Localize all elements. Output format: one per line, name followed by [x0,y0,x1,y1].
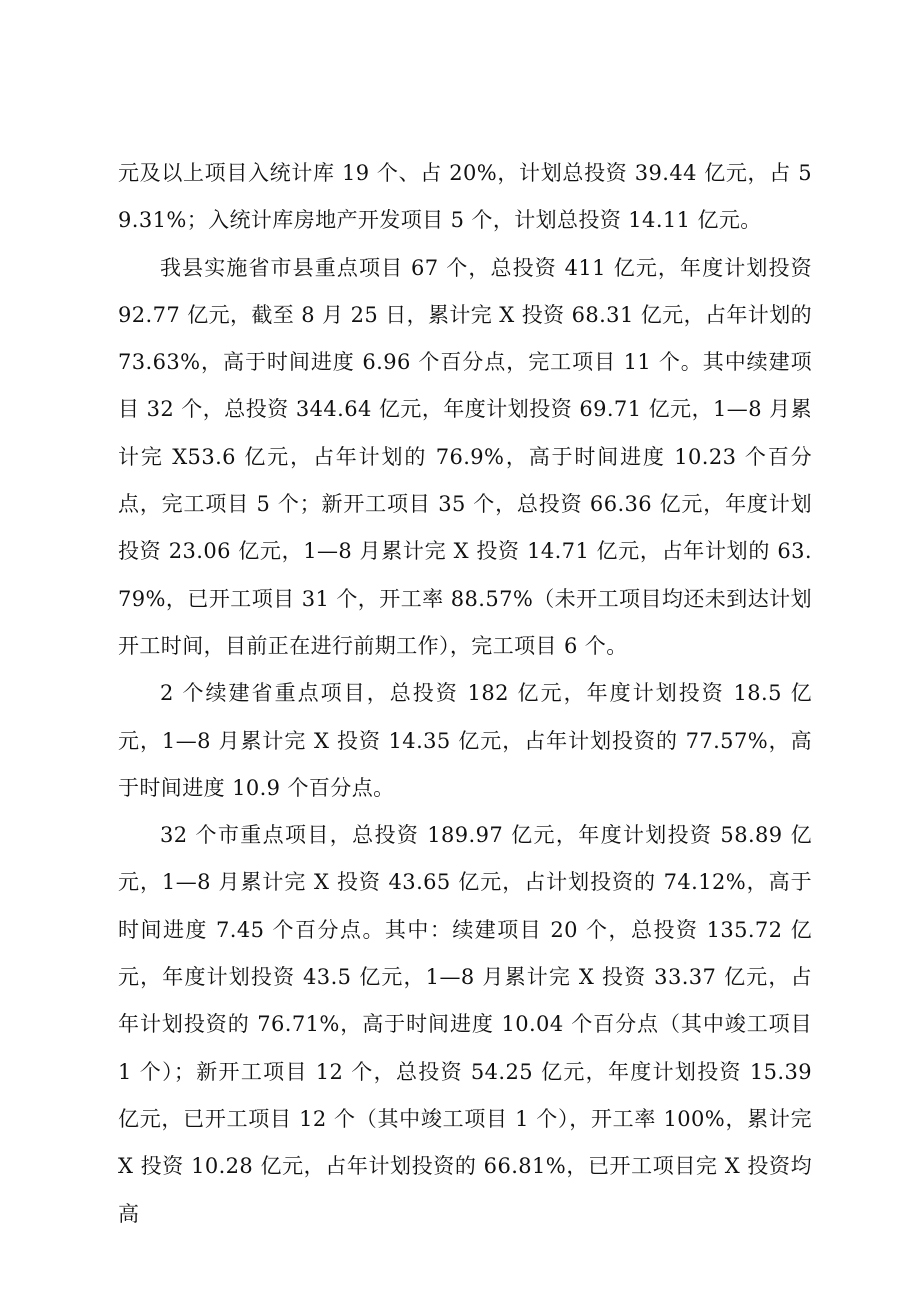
paragraph-3: 2 个续建省重点项目，总投资 182 亿元，年度计划投资 18.5 亿元，1—8 月累计完 X 投资 14.35 亿元，占年计划投资的 77.57%，高于时间进度 10.9 个百分点。 [118,681,812,800]
paragraph-1: 元及以上项目入统计库 19 个、占 20%，计划总投资 39.44 亿元，占 59.31%；入统计库房地产开发项目 5 个，计划总投资 14.11 亿元。 [118,161,812,233]
paragraph-4: 32 个市重点项目，总投资 189.97 亿元，年度计划投资 58.89 亿元，1—8 月累计完 X 投资 43.65 亿元，占计划投资的 74.12%，高于时间进度 7.45 个百分点。其中：续建项目 20 个，总投资 135.72 亿元，年度计划投资 43.5 亿元，1—8 月累计完 X 投资 33.37 亿元，占年计划投资的 76.71%，高于时间进度 10.04 个百分点（其中竣工项目 1 个）；新开工项目 12 个，总投资 54.25 亿元，年度计划投资 15.39 亿元，已开工项目 12 个（其中竣工项目 1 个），开工率 100%，累计完 X 投资 10.28 亿元，占年计划投资的 66.81%，已开工项目完 X 投资均高 [118,823,812,1226]
document-body [118,150,812,1238]
paragraph-2: 我县实施省市县重点项目 67 个，总投资 411 亿元，年度计划投资 92.77 亿元，截至 8 月 25 日，累计完 X 投资 68.31 亿元，占年计划的 73.63%，高于时间进度 6.96 个百分点，完工项目 11 个。其中续建项目 32 个，总投资 344.64 亿元，年度计划投资 69.71 亿元，1—8 月累计完 X53.6 亿元，占年计划的 76.9%，高于时间进度 10.23 个百分点，完工项目 5 个；新开工项目 35 个，总投资 66.36 亿元，年度计划投资 23.06 亿元，1—8 月累计完 X 投资 14.71 亿元，占年计划的 63.79%，已开工项目 31 个，开工率 88.57%（未开工项目均还未到达计划开工时间，目前正在进行前期工作），完工项目 6 个。 [118,255,812,658]
